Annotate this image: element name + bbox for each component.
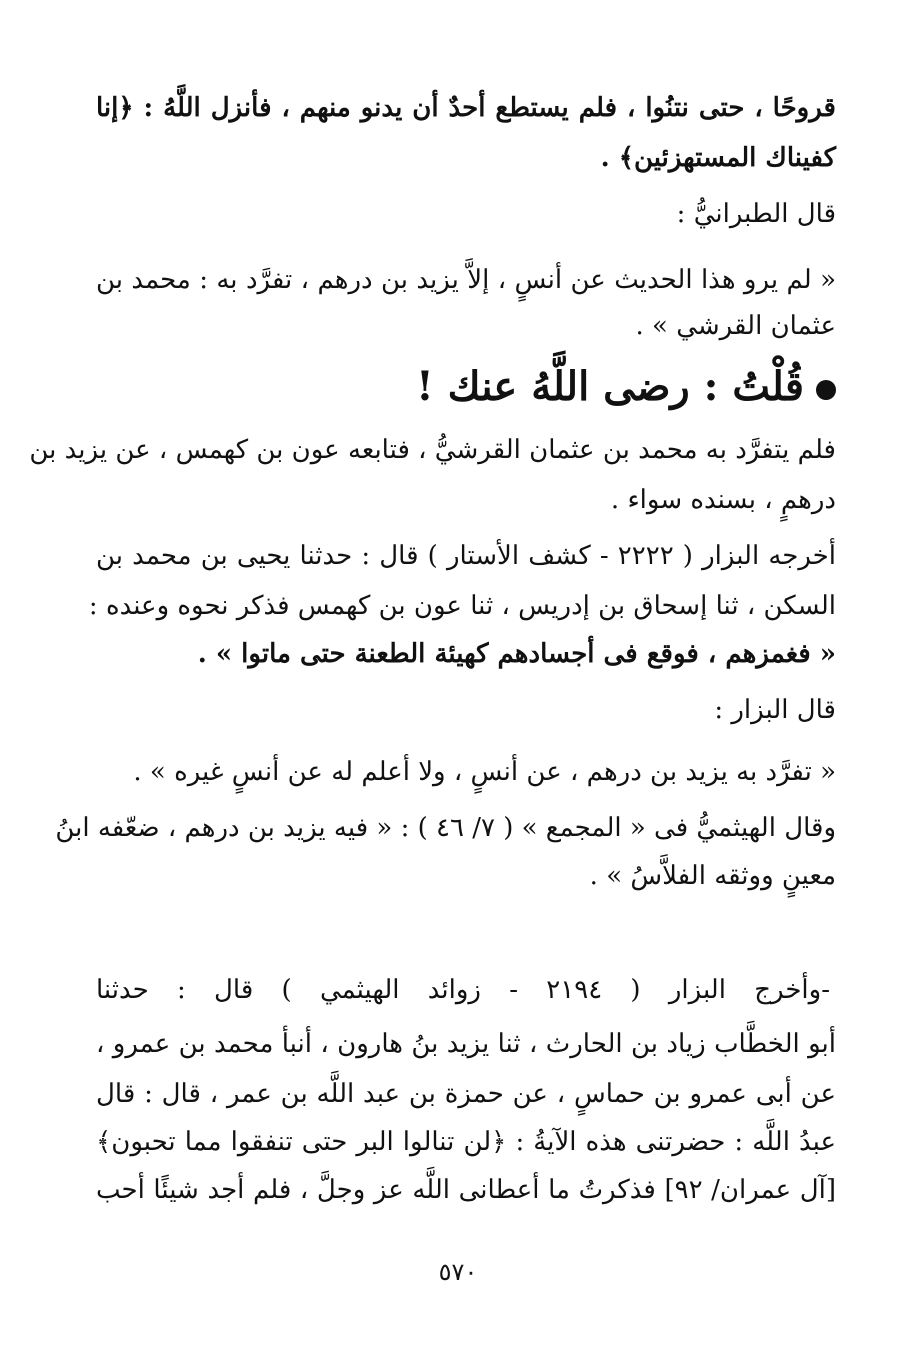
text-line-6: فلم يتفرَّد به محمد بن عثمان القرشيُّ ، فتابعه عون بن كهمس ، عن يزيد بن: [29, 435, 836, 465]
hadith-481-header: [96, 970, 836, 1010]
text-line-10: « فغمزهم ، فوقع فى أجسادهم كهيئة الطعنة حتى ماتوا » .: [197, 639, 836, 669]
text-line-7: درهمٍ ، بسنده سواء .: [610, 485, 836, 515]
text-line-3: قال الطبرانيُّ :: [676, 199, 836, 229]
text-line-4: « لم يرو هذا الحديث عن أنسٍ ، إلاَّ يزيد بن درهم ، تفرَّد به : محمد بن: [96, 265, 836, 295]
text-line-9: السكن ، ثنا إسحاق بن إدريس ، ثنا عون بن كهمس فذكر نحوه وعنده :: [88, 591, 836, 621]
text-line-15: -وأخرج البزار ( ٢١٩٤ - زوائد الهيثمي ) قال : حدثنا: [96, 975, 830, 1005]
text-line-18: عبدُ اللَّه : حضرتنى هذه الآيةُ : ﴿لن تنالوا البر حتى تنفقوا مما تحبون﴾: [96, 1127, 836, 1157]
section-heading: [96, 362, 836, 412]
section-heading-text: قُلْتُ : رضى اللَّهُ عنك !: [416, 363, 804, 410]
text-line-19: [آل عمران/ ٩٢] فذكرتُ ما أعطانى اللَّه عز وجلَّ ، فلم أجد شيئًا أحب: [96, 1175, 837, 1205]
page-number: ٥٧٠: [438, 1258, 478, 1286]
text-line-11: قال البزار :: [714, 695, 836, 725]
text-line-16: أبو الخطَّاب زياد بن الحارث ، ثنا يزيد بنُ هارون ، أنبأ محمد بن عمرو ،: [96, 1029, 836, 1059]
text-line-1: قروحًا ، حتى نتنُوا ، فلم يستطع أحدٌ أن يدنو منهم ، فأنزل اللَّهُ : ﴿إنا: [96, 93, 836, 123]
bullet-icon: [816, 380, 836, 400]
text-line-12: « تفرَّد به يزيد بن درهم ، عن أنسٍ ، ولا أعلم له عن أنسٍ غيره » .: [133, 757, 836, 787]
text-line-2: كفيناك المستهزئين﴾ .: [600, 143, 836, 173]
text-line-5: عثمان القرشي » .: [635, 311, 836, 341]
text-line-17: عن أبى عمرو بن حماسٍ ، عن حمزة بن عبد اللَّه بن عمر ، قال : قال: [96, 1079, 836, 1109]
text-line-13: وقال الهيثميُّ فى « المجمع » ( ٧/ ٤٦ ) : « فيه يزيد بن درهم ، ضعّفه ابنُ: [55, 813, 836, 843]
text-line-14: معينٍ ووثقه الفلاَّسُ » .: [589, 861, 836, 891]
text-line-8: أخرجه البزار ( ٢٢٢٢ - كشف الأستار ) قال : حدثنا يحيى بن محمد بن: [96, 541, 836, 571]
